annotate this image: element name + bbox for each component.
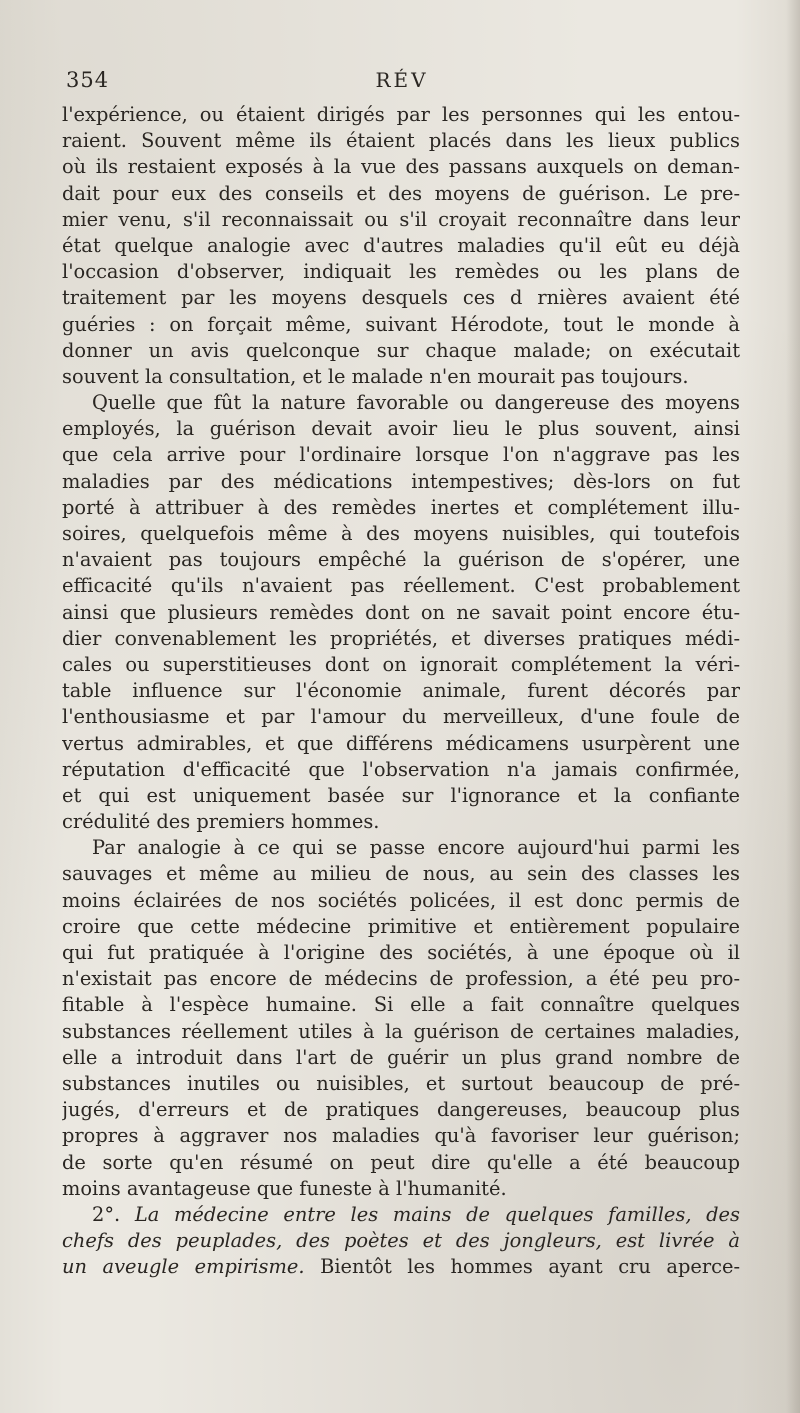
- text-line: état quelque analogie avec d'autres maladies qu'il eût eu déjà: [62, 233, 740, 257]
- section-text-continuation: Bientôt les hommes ayant cru aperce-: [320, 1255, 740, 1279]
- running-head: RÉV: [375, 68, 429, 92]
- text-line: maladies par des médications intempestives; dès-lors on fut: [62, 469, 740, 493]
- text-line: substances inutiles ou nuisibles, et surtout beaucoup de pré-: [62, 1071, 740, 1095]
- section-heading-line: [62, 1202, 740, 1228]
- page-edge-shadow: [786, 0, 800, 1413]
- text-line: table influence sur l'économie animale, furent décorés par: [62, 679, 740, 703]
- text-line: raient. Souvent même ils étaient placés dans les lieux publics: [62, 129, 740, 153]
- text-line: elle a introduit dans l'art de guérir un plus grand nombre de: [62, 1045, 740, 1069]
- text-line: que cela arrive pour l'ordinaire lorsque l'on n'aggrave pas les: [62, 443, 740, 467]
- text-line: traitement par les moyens desquels ces d rnières avaient été: [62, 286, 740, 310]
- section-title-italic-end: un aveugle empirisme.: [62, 1255, 305, 1279]
- paragraph-end-line: souvent la consultation, et le malade n'en mourait pas toujours.: [62, 364, 689, 388]
- text-line: réputation d'efficacité que l'observation n'a jamais confirmée,: [62, 757, 740, 781]
- text-line: vertus admirables, et que différens médicamens usurpèrent une: [62, 731, 740, 755]
- text-line: efficacité qu'ils n'avaient pas réellement. C'est probablement: [62, 574, 740, 598]
- text-line: croire que cette médecine primitive et entièrement populaire: [62, 914, 740, 938]
- text-line: qui fut pratiquée à l'origine des sociétés, à une époque où il: [62, 941, 740, 964]
- text-line: de sorte qu'en résumé on peut dire qu'elle a été beaucoup: [62, 1150, 740, 1174]
- text-line: soires, quelquefois même à des moyens nuisibles, qui toutefois: [62, 522, 740, 545]
- text-line: substances réellement utiles à la guérison de certaines maladies,: [62, 1019, 740, 1043]
- text-line: dier convenablement les propriétés, et diverses pratiques médi-: [62, 626, 740, 650]
- paragraph-end-line: crédulité des premiers hommes.: [62, 810, 380, 834]
- text-line: fitable à l'espèce humaine. Si elle a fait connaître quelques: [62, 993, 740, 1017]
- text-line: moins éclairées de nos sociétés policées, il est donc permis de: [62, 888, 740, 912]
- section-mixed-line: [62, 1254, 740, 1280]
- text-line: sauvages et même au milieu de nous, au sein des classes les: [62, 862, 740, 886]
- paragraph-start-line: Quelle que fût la nature favorable ou dangereuse des moyens: [92, 391, 740, 415]
- text-line: ainsi que plusieurs remèdes dont on ne savait point encore étu-: [62, 600, 740, 624]
- section-number: 2°.: [92, 1202, 121, 1226]
- paragraph-end-line: moins avantageuse que funeste à l'humanité.: [62, 1176, 507, 1200]
- text-line: porté à attribuer à des remèdes inertes et complétement illu-: [62, 495, 740, 519]
- text-line: n'existait pas encore de médecins de profession, a été peu pro-: [62, 967, 740, 991]
- text-line: où ils restaient exposés à la vue des passans auxquels on deman-: [62, 155, 740, 179]
- text-line: l'occasion d'observer, indiquait les remèdes ou les plans de: [62, 260, 740, 284]
- text-line: et qui est uniquement basée sur l'ignorance et la confiante: [62, 783, 740, 807]
- text-line: donner un avis quelconque sur chaque malade; on exécutait: [62, 338, 740, 362]
- text-line: guéries : on forçait même, suivant Hérodote, tout le monde à: [62, 312, 740, 336]
- text-line: jugés, d'erreurs et de pratiques dangereuses, beaucoup plus: [62, 1098, 740, 1122]
- paragraph-start-line: Par analogie à ce qui se passe encore aujourd'hui parmi les: [92, 836, 740, 860]
- section-title-italic: La médecine entre les mains de quelques familles, des: [134, 1202, 740, 1226]
- body-text: [62, 102, 740, 1280]
- text-line: n'avaient pas toujours empêché la guérison de s'opérer, une: [62, 548, 740, 572]
- text-line: dait pour eux des conseils et des moyens de guérison. Le pre-: [62, 181, 740, 205]
- text-line: l'enthousiasme et par l'amour du merveilleux, d'une foule de: [62, 705, 740, 729]
- text-line: l'expérience, ou étaient dirigés par les personnes qui les entou-: [62, 103, 740, 126]
- page-header: [64, 68, 740, 98]
- text-line: mier venu, s'il reconnaissait ou s'il croyait reconnaître dans leur: [62, 207, 740, 231]
- text-line: propres à aggraver nos maladies qu'à favoriser leur guérison;: [62, 1124, 740, 1148]
- page-number: 354: [66, 68, 110, 92]
- text-line: employés, la guérison devait avoir lieu le plus souvent, ainsi: [62, 417, 740, 441]
- section-title-italic-line: chefs des peuplades, des poètes et des jongleurs, est livrée à: [62, 1229, 740, 1253]
- text-line: cales ou superstitieuses dont on ignorait complétement la véri-: [62, 652, 740, 676]
